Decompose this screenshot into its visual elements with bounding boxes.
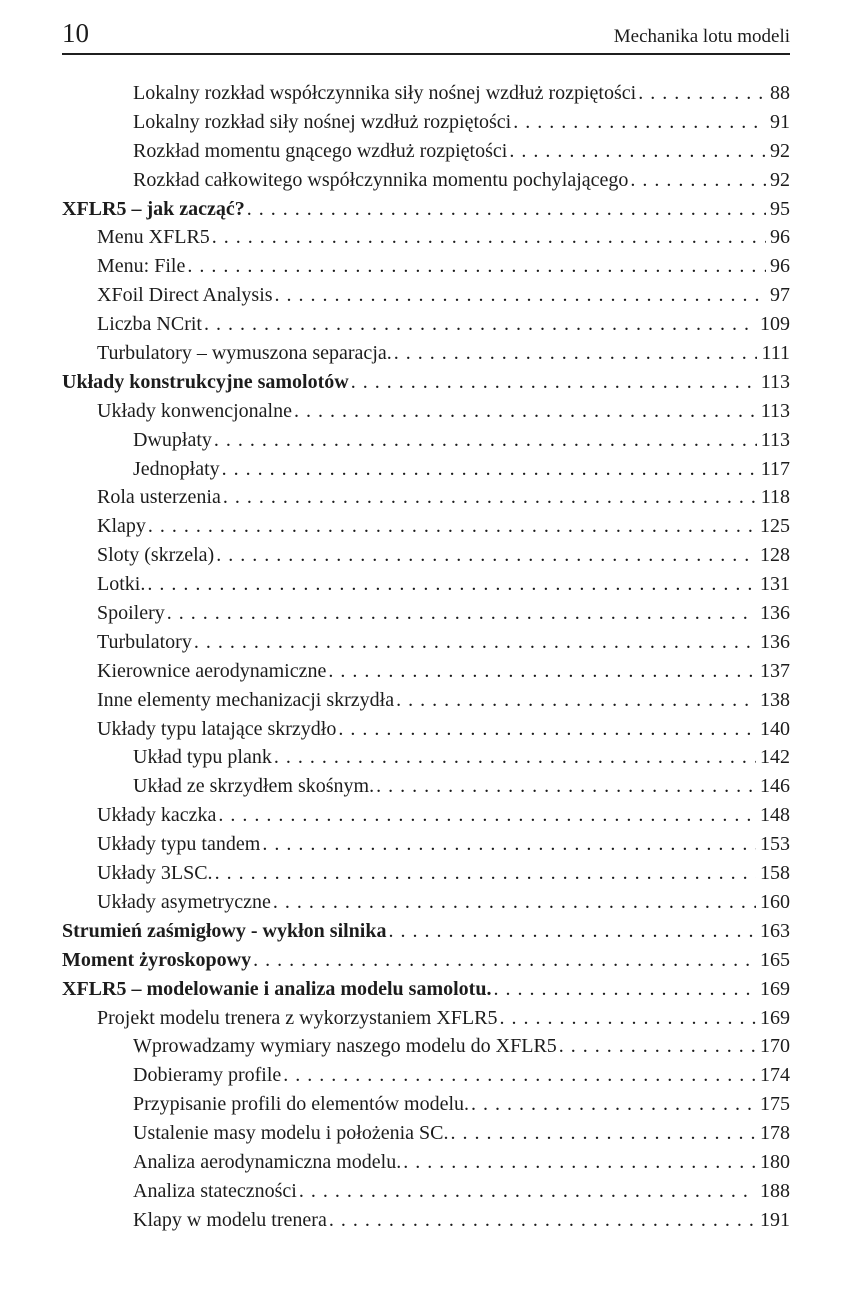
toc-entry-page: 97 bbox=[770, 284, 790, 307]
toc-entry-page: 113 bbox=[760, 428, 790, 451]
toc-entry-page: 117 bbox=[760, 457, 790, 480]
toc-entry-page: 175 bbox=[760, 1093, 790, 1116]
toc-entry bbox=[62, 628, 790, 657]
toc-leader-dots bbox=[559, 1032, 756, 1061]
running-title: Mechanika lotu modeli bbox=[613, 26, 790, 47]
toc-entry bbox=[62, 946, 790, 975]
toc-leader-dots bbox=[638, 79, 766, 108]
toc-entry-page: 158 bbox=[760, 862, 790, 885]
toc-entry-page: 146 bbox=[760, 775, 790, 798]
toc-entry-page: 128 bbox=[760, 544, 790, 567]
toc-entry-page: 138 bbox=[760, 688, 790, 711]
toc-leader-dots bbox=[273, 888, 756, 917]
toc-entry-title: Lotki. bbox=[97, 573, 146, 596]
toc-leader-dots bbox=[509, 137, 766, 166]
toc-entry bbox=[62, 368, 790, 397]
toc-entry-page: 169 bbox=[760, 977, 790, 1000]
toc-leader-dots bbox=[274, 743, 756, 772]
toc-entry-page: 174 bbox=[760, 1064, 790, 1087]
toc-leader-dots bbox=[218, 801, 756, 830]
toc-entry bbox=[62, 281, 790, 310]
toc-entry-title: Wprowadzamy wymiary naszego modelu do XFLR5 bbox=[133, 1035, 557, 1058]
toc-entry bbox=[62, 1004, 790, 1033]
toc-entry bbox=[62, 426, 790, 455]
toc-entry-title: Turbulatory – wymuszona separacja. bbox=[97, 342, 392, 365]
toc-entry bbox=[62, 772, 790, 801]
toc-entry-title: Spoilery bbox=[97, 602, 165, 625]
toc-leader-dots bbox=[630, 166, 766, 195]
toc-leader-dots bbox=[513, 108, 766, 137]
toc-entry bbox=[62, 801, 790, 830]
toc-entry-page: 109 bbox=[760, 313, 790, 336]
toc-entry-page: 180 bbox=[760, 1150, 790, 1173]
toc-entry-title: XFoil Direct Analysis bbox=[97, 284, 273, 307]
toc-entry bbox=[62, 252, 790, 281]
toc-entry-title: Projekt modelu trenera z wykorzystaniem XFLR5 bbox=[97, 1006, 498, 1029]
toc-leader-dots bbox=[376, 772, 756, 801]
toc-leader-dots bbox=[204, 310, 756, 339]
toc-entry-page: 92 bbox=[770, 168, 790, 191]
toc-leader-dots bbox=[215, 859, 756, 888]
toc-entry-page: 88 bbox=[770, 82, 790, 104]
toc-entry-title: Układy typu tandem bbox=[97, 833, 261, 856]
toc-entry-page: 136 bbox=[760, 630, 790, 653]
toc-entry bbox=[62, 686, 790, 715]
toc-entry-title: Menu XFLR5 bbox=[97, 226, 210, 249]
toc-entry bbox=[62, 541, 790, 570]
toc-entry-page: 125 bbox=[760, 515, 790, 538]
toc-leader-dots bbox=[351, 368, 757, 397]
toc-entry-title: Układy typu latające skrzydło bbox=[97, 717, 337, 740]
toc-entry-title: Lokalny rozkład współczynnika siły nośnej wzdłuż rozpiętości bbox=[133, 82, 637, 104]
toc-entry bbox=[62, 570, 790, 599]
toc-entry-title: Liczba NCrit bbox=[97, 313, 202, 336]
toc-entry bbox=[62, 223, 790, 252]
toc-entry bbox=[62, 455, 790, 484]
toc-entry-title: Układy konstrukcyjne samolotów bbox=[62, 370, 349, 393]
toc-leader-dots bbox=[328, 657, 756, 686]
toc-entry bbox=[62, 715, 790, 744]
toc-entry-title: XFLR5 – modelowanie i analiza modelu samolotu. bbox=[62, 977, 492, 1000]
toc-leader-dots bbox=[194, 628, 756, 657]
toc-entry-page: 91 bbox=[770, 110, 790, 133]
toc-entry-title: Układy 3LSC. bbox=[97, 862, 213, 885]
toc-entry bbox=[62, 1090, 790, 1119]
toc-entry bbox=[62, 657, 790, 686]
toc-leader-dots bbox=[493, 975, 756, 1004]
toc-entry-title: Turbulatory bbox=[97, 630, 192, 653]
toc-leader-dots bbox=[403, 1148, 756, 1177]
toc-leader-dots bbox=[388, 917, 756, 946]
toc-entry bbox=[62, 1119, 790, 1148]
toc-entry bbox=[62, 483, 790, 512]
page-header bbox=[62, 0, 790, 55]
toc-leader-dots bbox=[247, 195, 766, 224]
toc-entry-title: XFLR5 – jak zacząć? bbox=[62, 197, 245, 220]
toc-entry bbox=[62, 830, 790, 859]
toc-leader-dots bbox=[222, 455, 757, 484]
toc-entry-title: Strumień zaśmigłowy - wykłon silnika bbox=[62, 919, 387, 942]
toc-entry bbox=[62, 975, 790, 1004]
toc-leader-dots bbox=[212, 223, 766, 252]
toc-entry-title: Dobieramy profile bbox=[133, 1064, 282, 1087]
toc-entry-title: Menu: File bbox=[97, 255, 186, 278]
toc-entry-page: 111 bbox=[761, 342, 790, 365]
toc-entry bbox=[62, 888, 790, 917]
toc-entry-title: Układ ze skrzydłem skośnym. bbox=[133, 775, 375, 798]
toc-entry bbox=[62, 599, 790, 628]
toc-entry-page: 178 bbox=[760, 1122, 790, 1145]
toc-leader-dots bbox=[223, 483, 757, 512]
toc-leader-dots bbox=[499, 1004, 756, 1033]
toc-entry-page: 96 bbox=[770, 226, 790, 249]
toc-entry-title: Lokalny rozkład siły nośnej wzdłuż rozpiętości bbox=[133, 110, 512, 133]
toc-entry-page: 131 bbox=[760, 573, 790, 596]
toc-entry-title: Analiza stateczności bbox=[133, 1179, 297, 1202]
toc-entry-title: Układy kaczka bbox=[97, 804, 217, 827]
toc-entry-page: 163 bbox=[760, 919, 790, 942]
toc-leader-dots bbox=[329, 1206, 756, 1235]
page-number: 10 bbox=[62, 18, 89, 48]
toc-entry-title: Sloty (skrzela) bbox=[97, 544, 215, 567]
toc-leader-dots bbox=[275, 281, 766, 310]
toc-entry-title: Kierownice aerodynamiczne bbox=[97, 659, 327, 682]
toc-entry-page: 169 bbox=[760, 1006, 790, 1029]
toc-entry bbox=[62, 166, 790, 195]
toc-leader-dots bbox=[216, 541, 756, 570]
toc-entry-title: Rola usterzenia bbox=[97, 486, 221, 509]
toc-leader-dots bbox=[262, 830, 756, 859]
toc-entry-page: 92 bbox=[770, 139, 790, 162]
toc-entry bbox=[62, 339, 790, 368]
toc-leader-dots bbox=[294, 397, 757, 426]
toc-entry bbox=[62, 512, 790, 541]
toc-entry-title: Rozkład całkowitego współczynnika momentu pochylającego bbox=[133, 168, 629, 191]
toc-entry-title: Przypisanie profili do elementów modelu. bbox=[133, 1093, 470, 1116]
toc-entry-title: Inne elementy mechanizacji skrzydła bbox=[97, 688, 395, 711]
toc-entry-title: Moment żyroskopowy bbox=[62, 948, 252, 971]
toc-entry bbox=[62, 1148, 790, 1177]
toc-entry-page: 113 bbox=[760, 370, 790, 393]
toc-entry bbox=[62, 917, 790, 946]
toc-entry bbox=[62, 397, 790, 426]
toc-entry-page: 188 bbox=[760, 1179, 790, 1202]
toc-leader-dots bbox=[396, 686, 756, 715]
toc-entry bbox=[62, 195, 790, 224]
toc-entry bbox=[62, 1032, 790, 1061]
toc-entry bbox=[62, 79, 790, 108]
toc-entry bbox=[62, 1177, 790, 1206]
toc-entry-page: 118 bbox=[760, 486, 790, 509]
toc-entry-page: 165 bbox=[760, 948, 790, 971]
toc-entry-title: Analiza aerodynamiczna modelu. bbox=[133, 1150, 402, 1173]
toc-leader-dots bbox=[451, 1119, 757, 1148]
toc-entry-title: Ustalenie masy modelu i położenia SC. bbox=[133, 1122, 449, 1145]
toc-entry bbox=[62, 1061, 790, 1090]
toc-entry bbox=[62, 310, 790, 339]
toc-entry bbox=[62, 743, 790, 772]
toc-entry bbox=[62, 137, 790, 166]
toc-leader-dots bbox=[167, 599, 756, 628]
table-of-contents bbox=[62, 55, 790, 1235]
toc-entry-page: 137 bbox=[760, 659, 790, 682]
toc-entry-page: 136 bbox=[760, 602, 790, 625]
toc-leader-dots bbox=[253, 946, 756, 975]
toc-entry-page: 96 bbox=[770, 255, 790, 278]
toc-entry-title: Układy konwencjonalne bbox=[97, 399, 292, 422]
toc-entry bbox=[62, 1206, 790, 1235]
toc-leader-dots bbox=[471, 1090, 756, 1119]
toc-entry-page: 170 bbox=[760, 1035, 790, 1058]
toc-leader-dots bbox=[148, 512, 756, 541]
toc-leader-dots bbox=[283, 1061, 756, 1090]
toc-entry-title: Klapy bbox=[97, 515, 146, 538]
toc-entry-title: Rozkład momentu gnącego wzdłuż rozpiętości bbox=[133, 139, 508, 162]
toc-entry bbox=[62, 108, 790, 137]
toc-entry bbox=[62, 859, 790, 888]
toc-entry-page: 113 bbox=[760, 399, 790, 422]
toc-entry-page: 95 bbox=[770, 197, 790, 220]
toc-entry-title: Układ typu plank bbox=[133, 746, 272, 769]
toc-entry-page: 160 bbox=[760, 890, 790, 913]
toc-entry-title: Dwupłaty bbox=[133, 428, 212, 451]
toc-entry-page: 153 bbox=[760, 833, 790, 856]
toc-entry-page: 148 bbox=[760, 804, 790, 827]
toc-entry-page: 191 bbox=[760, 1208, 790, 1231]
toc-entry-page: 142 bbox=[760, 746, 790, 769]
toc-entry-title: Klapy w modelu trenera bbox=[133, 1208, 327, 1231]
toc-entry-title: Układy asymetryczne bbox=[97, 890, 271, 913]
toc-leader-dots bbox=[187, 252, 766, 281]
toc-leader-dots bbox=[147, 570, 756, 599]
toc-entry-page: 140 bbox=[760, 717, 790, 740]
toc-leader-dots bbox=[299, 1177, 756, 1206]
toc-leader-dots bbox=[214, 426, 757, 455]
toc-leader-dots bbox=[394, 339, 758, 368]
toc-entry-title: Jednopłaty bbox=[133, 457, 220, 480]
toc-leader-dots bbox=[338, 715, 756, 744]
